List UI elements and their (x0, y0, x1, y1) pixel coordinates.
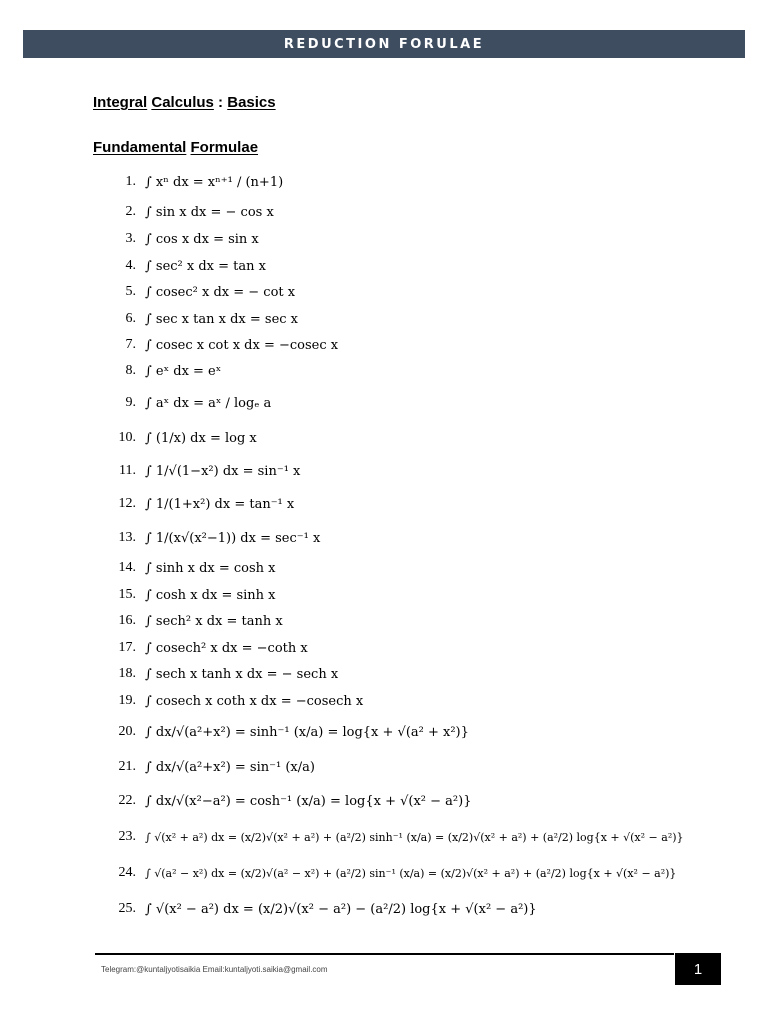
formula-expression: ∫ sech² x dx = tanh x (145, 613, 283, 629)
formula-number: 12. (118, 496, 136, 511)
formula-expression: ∫ 1/(x√(x²−1)) dx = sec⁻¹ x (145, 530, 321, 546)
formula-expression: ∫ xⁿ dx = xⁿ⁺¹ / (n+1) (145, 174, 284, 190)
formula-row (0, 825, 684, 849)
formula-number: 14. (118, 560, 136, 575)
formula-number: 21. (118, 759, 136, 774)
formula-expression: ∫ aˣ dx = aˣ / logₑ a (145, 395, 272, 411)
formula-number: 8. (125, 363, 136, 378)
formula-number: 20. (118, 724, 136, 739)
formula-row (0, 492, 294, 516)
formula-expression: ∫ dx/√(x²−a²) = cosh⁻¹ (x/a) = log{x + √(x² − a²)} (145, 793, 472, 809)
formula-row (0, 280, 295, 304)
formula-number: 18. (118, 666, 136, 681)
formula-expression: ∫ √(x² − a²) dx = (x/2)√(x² − a²) − (a²/2) log{x + √(x² − a²)} (145, 901, 537, 917)
formula-expression: ∫ √(a² − x²) dx = (x/2)√(a² − x²) + (a²/2) sin⁻¹ (x/a) = (x/2)√(x² + a²) + (a²/2) log{x + √(x² − a²)} (145, 866, 677, 880)
formula-number: 25. (118, 901, 136, 916)
formula-number: 19. (118, 693, 136, 708)
formula-number: 13. (118, 530, 136, 545)
formula-number: 23. (118, 829, 136, 844)
heading-word-formulae: Formulae (190, 139, 259, 156)
formula-expression: ∫ √(x² + a²) dx = (x/2)√(x² + a²) + (a²/2) sinh⁻¹ (x/a) = (x/2)√(x² + a²) + (a²/2) log{x + √(x² − a²)} (145, 830, 684, 844)
formula-number: 9. (125, 395, 136, 410)
formula-row (0, 897, 537, 921)
formula-row (0, 359, 221, 383)
footer-contact: Telegram:@kuntaljyotisaikia Email:kuntaljyoti.saikia@gmail.com (101, 965, 328, 974)
heading-word-integral: Integral (93, 94, 148, 111)
formula-number: 22. (118, 793, 136, 808)
formula-expression: ∫ cosech² x dx = −coth x (145, 640, 308, 656)
formula-number: 7. (125, 337, 136, 352)
formula-expression: ∫ sinh x dx = cosh x (145, 560, 276, 576)
banner-title: REDUCTION FORULAE (283, 36, 485, 52)
formula-row (0, 720, 469, 744)
formula-number: 11. (119, 463, 136, 478)
formula-expression: ∫ sech x tanh x dx = − sech x (145, 666, 339, 682)
formula-number: 2. (125, 204, 136, 219)
formula-row (0, 556, 276, 580)
formula-number: 4. (125, 258, 136, 273)
formula-row (0, 333, 338, 357)
formula-row (0, 662, 338, 686)
formula-row (0, 636, 308, 660)
heading-word-calculus: Calculus (151, 94, 214, 111)
formula-number: 6. (125, 311, 136, 326)
formula-row (0, 609, 283, 633)
formula-expression: ∫ cosh x dx = sinh x (145, 587, 276, 603)
formula-expression: ∫ 1/(1+x²) dx = tan⁻¹ x (145, 496, 295, 512)
formula-expression: ∫ 1/√(1−x²) dx = sin⁻¹ x (145, 463, 301, 479)
formula-row (0, 426, 257, 450)
page-number: 1 (693, 960, 703, 978)
formula-number: 16. (118, 613, 136, 628)
formula-row (0, 227, 259, 251)
page-number-box (675, 953, 721, 985)
formula-number: 3. (125, 231, 136, 246)
formula-row (0, 689, 363, 713)
formula-number: 17. (118, 640, 136, 655)
formula-expression: ∫ dx/√(a²+x²) = sinh⁻¹ (x/a) = log{x + √(a² + x²)} (145, 724, 469, 740)
heading-separator: : (213, 94, 228, 111)
formula-row (0, 789, 471, 813)
heading-word-fundamental: Fundamental (93, 139, 187, 156)
formula-row (0, 861, 676, 885)
formula-number: 10. (118, 430, 136, 445)
formula-expression: ∫ sec² x dx = tan x (145, 258, 266, 274)
formula-expression: ∫ sec x tan x dx = sec x (145, 311, 299, 327)
formula-expression: ∫ cosec x cot x dx = −cosec x (145, 337, 339, 353)
formula-row (0, 170, 283, 194)
formula-number: 15. (118, 587, 136, 602)
formula-expression: ∫ sin x dx = − cos x (145, 204, 274, 220)
formula-row (0, 583, 276, 607)
formula-expression: ∫ cosech x coth x dx = −cosech x (145, 693, 364, 709)
formula-row (0, 459, 300, 483)
formula-expression: ∫ cosec² x dx = − cot x (145, 284, 296, 300)
formula-row (0, 200, 274, 224)
formula-number: 5. (125, 284, 136, 299)
formula-expression: ∫ eˣ dx = eˣ (145, 363, 222, 379)
footer-divider (95, 953, 674, 955)
formula-row (0, 254, 266, 278)
heading-word-basics: Basics (227, 94, 276, 111)
formula-row (0, 391, 271, 415)
formula-expression: ∫ (1/x) dx = log x (145, 430, 257, 446)
formula-row (0, 755, 315, 779)
formula-number: 1. (125, 174, 136, 189)
formula-expression: ∫ cos x dx = sin x (145, 231, 259, 247)
formula-row (0, 307, 298, 331)
formula-number: 24. (118, 865, 136, 880)
formula-expression: ∫ dx/√(a²+x²) = sin⁻¹ (x/a) (145, 759, 315, 775)
formula-row (0, 526, 320, 550)
